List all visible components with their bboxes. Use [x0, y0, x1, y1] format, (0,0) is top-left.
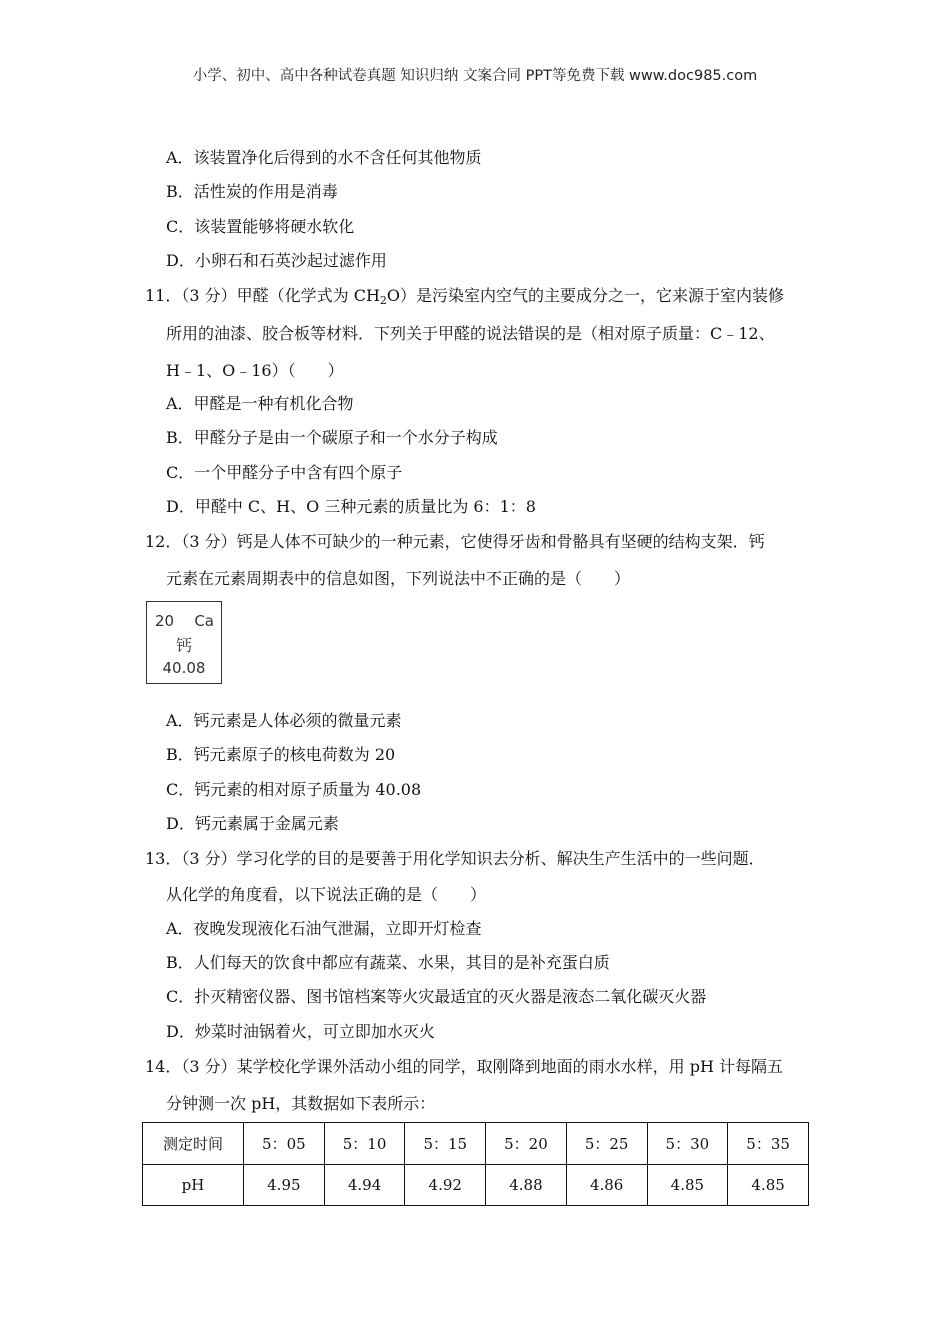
- q11-stem-line3: H﹣1、O﹣16）（ ）: [166, 361, 344, 380]
- element-name: 钙: [175, 636, 192, 655]
- q11-stem-line1: 11．（3 分）甲醛（化学式为 $CH_2O$）是污染室内空气的主要成分之一，它来源于室内装修: [145, 286, 785, 307]
- q13-option-a: A．夜晚发现液化石油气泄漏，立即开灯检查: [166, 919, 482, 938]
- q10-option-d: D．小卵石和石英沙起过滤作用: [166, 251, 387, 270]
- page-header: 小学、初中、高中各种试卷真题 知识归纳 文案合同 PPT等免费下载 www.doc985.com: [192, 68, 758, 84]
- q13-option-b: B．人们每天的饮食中都应有蔬菜、水果，其目的是补充蛋白质: [166, 953, 610, 972]
- q11-stem-line2: 所用的油漆、胶合板等材料．下列关于甲醛的说法错误的是（相对原子质量：C﹣12、: [166, 324, 775, 343]
- q13-option-c: C．扑灭精密仪器、图书馆档案等火灾最适宜的灭火器是液态二氧化碳灭火器: [166, 987, 707, 1006]
- q14-stem-line1: 14．（3 分）某学校化学课外活动小组的同学，取刚降到地面的雨水水样，用 pH 计每隔五: [145, 1057, 783, 1076]
- q12-option-d: D．钙元素属于金属元素: [166, 814, 339, 833]
- q10-option-c: C．该装置能够将硬水软化: [166, 217, 355, 236]
- q12-option-c: C．钙元素的相对原子质量为 40.08: [166, 780, 422, 799]
- atomic-number: 20: [155, 612, 175, 630]
- table-cell-ph: 4.92: [405, 1164, 486, 1206]
- table-cell-ph: 4.95: [244, 1164, 325, 1206]
- table-cell-time: 5：05: [244, 1123, 325, 1165]
- table-cell-time: 5：35: [728, 1123, 809, 1165]
- table-cell-ph: 4.94: [324, 1164, 405, 1206]
- table-cell-time: 5：15: [405, 1123, 486, 1165]
- q13-option-d: D．炒菜时油锅着火，可立即加水灭火: [166, 1022, 435, 1041]
- q13-stem-line1: 13．（3 分）学习化学的目的是要善于用化学知识去分析、解决生产生活中的一些问题．: [145, 849, 765, 868]
- q10-option-a: A．该装置净化后得到的水不含任何其他物质: [166, 148, 482, 167]
- q12-option-a: A．钙元素是人体必须的微量元素: [166, 711, 402, 730]
- table-cell-ph: 4.88: [486, 1164, 567, 1206]
- table-cell-time: 5：20: [486, 1123, 567, 1165]
- q12-stem-line1: 12．（3 分）钙是人体不可缺少的一种元素，它使得牙齿和骨骼具有坚硬的结构支架．钙: [145, 532, 765, 551]
- atomic-mass: 40.08: [162, 659, 206, 677]
- q11-option-b: B．甲醛分子是由一个碳原子和一个水分子构成: [166, 428, 498, 447]
- element-symbol: Ca: [194, 612, 214, 630]
- q14-stem-line2: 分钟测一次 pH，其数据如下表所示：: [166, 1094, 436, 1113]
- table-cell-ph: 4.86: [566, 1164, 647, 1206]
- q11-option-a: A．甲醛是一种有机化合物: [166, 394, 354, 413]
- q11-option-c: C．一个甲醛分子中含有四个原子: [166, 463, 403, 482]
- element-card-calcium: [146, 601, 222, 684]
- table-header-ph: pH: [143, 1164, 244, 1206]
- table-cell-time: 5：10: [324, 1123, 405, 1165]
- q12-option-b: B．钙元素原子的核电荷数为 20: [166, 745, 396, 764]
- q10-option-b: B．活性炭的作用是消毒: [166, 182, 338, 201]
- table-row-ph: [143, 1164, 809, 1206]
- table-row-time: [143, 1123, 809, 1165]
- q12-stem-line2: 元素在元素周期表中的信息如图，下列说法中不正确的是（ ）: [166, 569, 631, 588]
- table-cell-ph: 4.85: [647, 1164, 728, 1206]
- table-header-time: 测定时间: [143, 1123, 244, 1165]
- ph-data-table: [142, 1122, 809, 1206]
- q11-option-d: D．甲醛中 C、H、O 三种元素的质量比为 6：1：8: [166, 497, 536, 516]
- table-cell-time: 5：30: [647, 1123, 728, 1165]
- table-cell-time: 5：25: [566, 1123, 647, 1165]
- q13-stem-line2: 从化学的角度看，以下说法正确的是（ ）: [166, 885, 487, 904]
- table-cell-ph: 4.85: [728, 1164, 809, 1206]
